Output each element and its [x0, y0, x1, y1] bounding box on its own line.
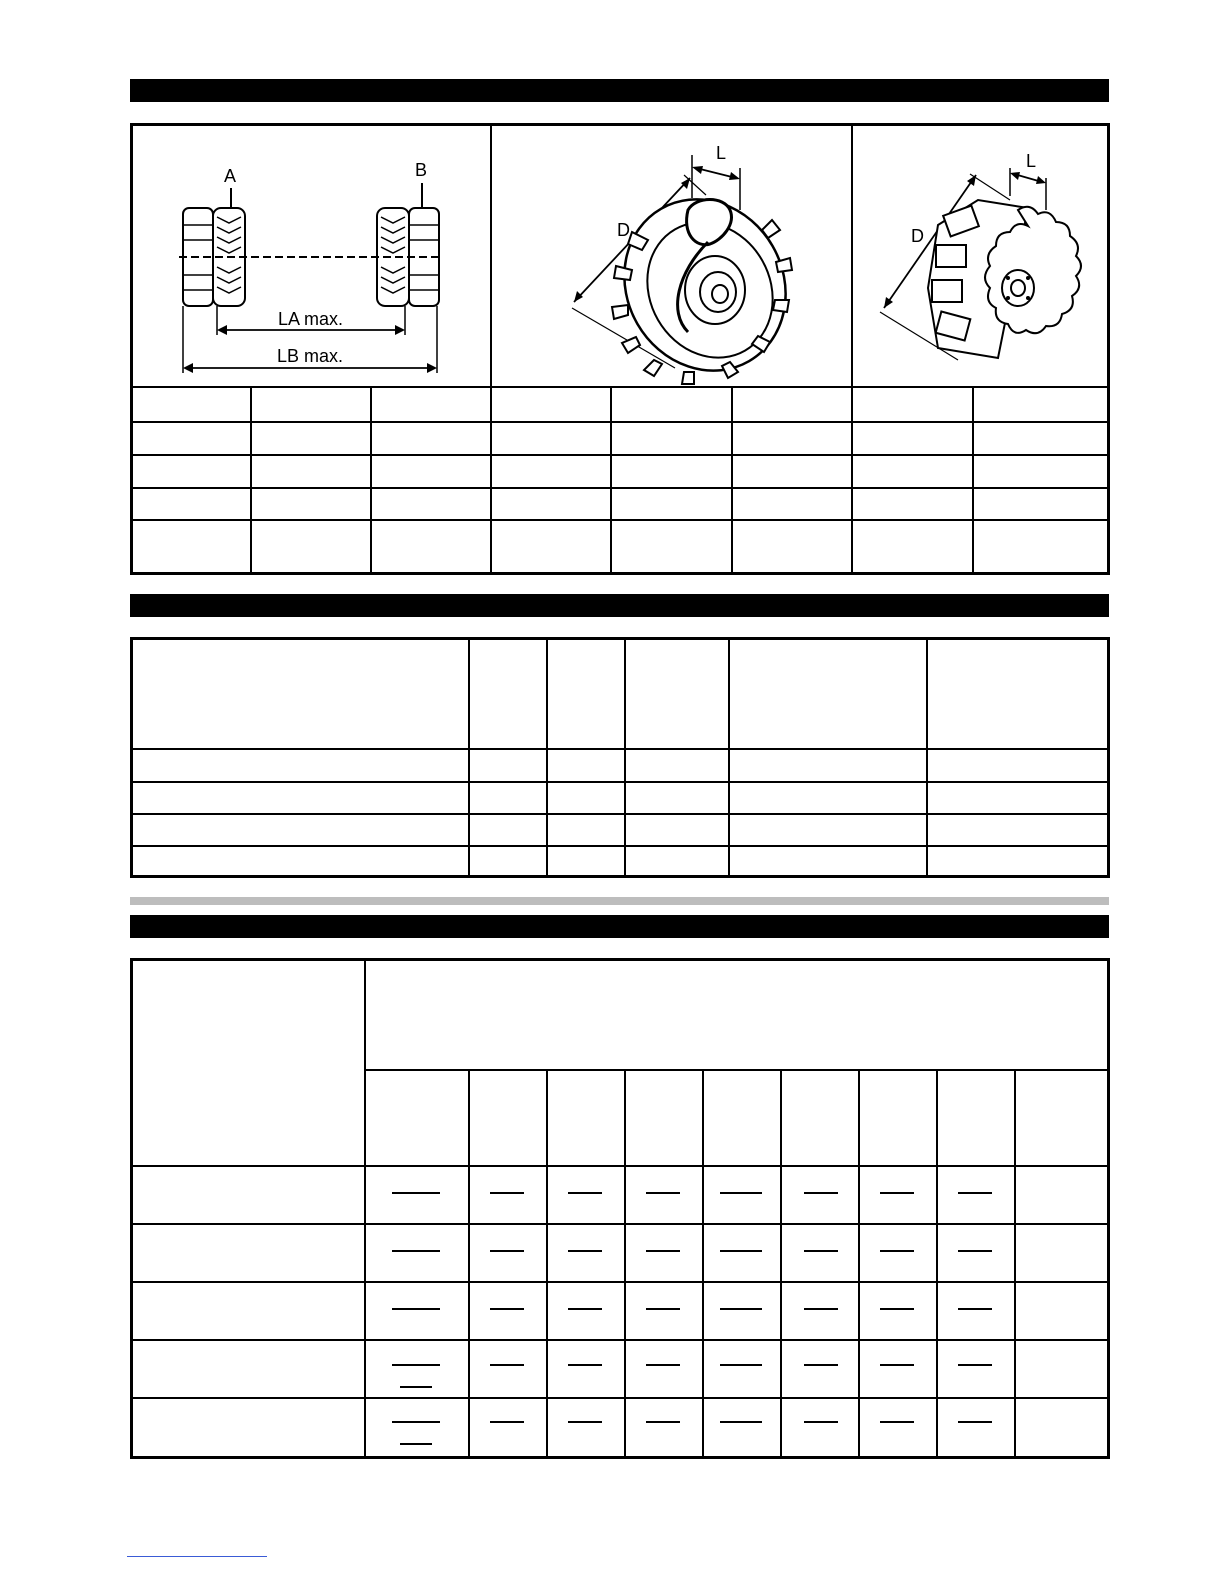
- row-line: [131, 1339, 1109, 1341]
- fraction-bar: [958, 1421, 992, 1423]
- fraction-bar: [392, 1364, 440, 1366]
- fraction-bar: [392, 1250, 440, 1252]
- fraction-bar: [720, 1308, 762, 1310]
- footer-link-underline[interactable]: [127, 1556, 267, 1557]
- fraction-bar: [392, 1308, 440, 1310]
- row-line: [131, 487, 1109, 489]
- fraction-bar: [490, 1250, 524, 1252]
- fraction-bar: [804, 1192, 838, 1194]
- row-line: [131, 386, 1109, 388]
- col-line: [624, 1070, 626, 1457]
- tire-dimension-figure: [570, 150, 810, 380]
- fraction-bar: [958, 1364, 992, 1366]
- col-line: [546, 1070, 548, 1457]
- fraction-bar: [568, 1364, 602, 1366]
- row-line: [131, 845, 1109, 847]
- fraction-bar: [720, 1364, 762, 1366]
- label-lb-max: LB max.: [277, 346, 344, 366]
- fraction-bar: [646, 1192, 680, 1194]
- col-line: [972, 387, 974, 573]
- col-line: [364, 959, 366, 1457]
- fraction-bar: [720, 1421, 762, 1423]
- fraction-bar: [804, 1364, 838, 1366]
- col-line: [468, 638, 470, 876]
- col-line: [490, 387, 492, 573]
- col-line: [780, 1070, 782, 1457]
- row-line: [131, 1397, 1109, 1399]
- col-line: [728, 638, 730, 876]
- col-line: [858, 1070, 860, 1457]
- fraction-bar: [880, 1421, 914, 1423]
- col-line: [702, 1070, 704, 1457]
- section-header-bar-2: [130, 594, 1109, 617]
- label-b: B: [415, 160, 428, 180]
- label-a: A: [224, 166, 237, 186]
- fraction-bar: [880, 1192, 914, 1194]
- fraction-bar: [720, 1250, 762, 1252]
- col-line: [926, 638, 928, 876]
- figure-divider: [490, 124, 492, 389]
- row-line: [131, 454, 1109, 456]
- spec-table-2: [130, 637, 1110, 878]
- label-la-max: LA max.: [278, 309, 344, 329]
- spec-table-3: [130, 958, 1110, 1459]
- section-header-bar-3: [130, 915, 1109, 938]
- row-line: [131, 813, 1109, 815]
- fraction-bar: [568, 1250, 602, 1252]
- row-line: [131, 781, 1109, 783]
- fraction-bar: [400, 1443, 432, 1445]
- cage-label-d: D: [911, 226, 924, 246]
- row-line: [131, 1223, 1109, 1225]
- fraction-bar: [804, 1421, 838, 1423]
- fraction-bar: [646, 1364, 680, 1366]
- fraction-bar: [880, 1364, 914, 1366]
- figure-divider: [851, 124, 853, 389]
- fraction-bar: [490, 1364, 524, 1366]
- cage-wheel-figure: [878, 150, 1088, 380]
- fraction-bar: [804, 1250, 838, 1252]
- fraction-bar: [646, 1308, 680, 1310]
- fraction-bar: [646, 1421, 680, 1423]
- fraction-bar: [646, 1250, 680, 1252]
- fraction-bar: [392, 1192, 440, 1194]
- col-line: [610, 387, 612, 573]
- cage-label-l: L: [1026, 151, 1037, 171]
- fraction-bar: [490, 1308, 524, 1310]
- row-line: [131, 1281, 1109, 1283]
- fraction-bar: [720, 1192, 762, 1194]
- fraction-bar: [490, 1421, 524, 1423]
- fraction-bar: [804, 1308, 838, 1310]
- col-line: [1014, 1070, 1016, 1457]
- tire-label-d: D: [617, 220, 630, 240]
- row-line: [131, 421, 1109, 423]
- fraction-bar: [880, 1308, 914, 1310]
- col-line: [546, 638, 548, 876]
- fraction-bar: [568, 1192, 602, 1194]
- tire-label-l: L: [716, 143, 727, 163]
- row-line: [365, 1069, 1109, 1071]
- fraction-bar: [568, 1421, 602, 1423]
- col-line: [731, 387, 733, 573]
- fraction-bar: [958, 1308, 992, 1310]
- row-line: [131, 748, 1109, 750]
- divider-bar: [130, 897, 1109, 905]
- col-line: [370, 387, 372, 573]
- col-line: [250, 387, 252, 573]
- row-line: [131, 1165, 1109, 1167]
- fraction-bar: [958, 1250, 992, 1252]
- col-line: [624, 638, 626, 876]
- fraction-bar: [880, 1250, 914, 1252]
- col-line: [936, 1070, 938, 1457]
- row-line: [131, 519, 1109, 521]
- fraction-bar: [568, 1308, 602, 1310]
- col-line: [851, 387, 853, 573]
- section-header-bar-1: [130, 79, 1109, 102]
- fraction-bar: [400, 1386, 432, 1388]
- col-line: [468, 1070, 470, 1457]
- fraction-bar: [392, 1421, 440, 1423]
- fraction-bar: [958, 1192, 992, 1194]
- fraction-bar: [490, 1192, 524, 1194]
